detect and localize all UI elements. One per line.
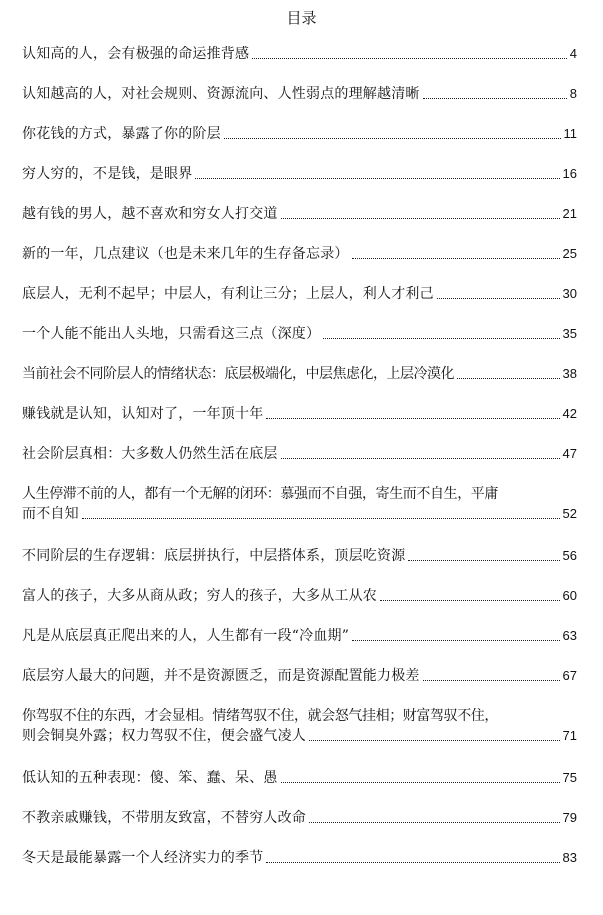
toc-entry-page: 38 — [562, 366, 577, 381]
dot-leader — [224, 137, 561, 139]
dot-leader — [309, 739, 560, 741]
dot-leader — [281, 217, 560, 219]
toc-entry-page: 47 — [562, 446, 577, 461]
toc-entry[interactable] — [22, 768, 577, 788]
toc-entry-title-line1: 人生停滞不前的人，都有一个无解的闭环：慕强而不自强，寄生而不自生，平庸 — [22, 486, 498, 502]
toc-entry[interactable] — [22, 324, 577, 344]
dot-leader — [195, 177, 559, 179]
toc-entry-title: 冬天是最能暴露一个人经济实力的季节 — [22, 850, 264, 866]
toc-entry[interactable] — [22, 364, 577, 384]
toc-entry[interactable] — [22, 808, 577, 828]
dot-leader — [457, 377, 560, 379]
toc-entry-title-line2: 则会铜臭外露；权力驾驭不住，便会盛气凌人 — [22, 728, 306, 744]
toc-entry-title: 不同阶层的生存逻辑：底层拼执行，中层搭体系，顶层吃资源 — [22, 548, 406, 564]
toc-entry-page: 52 — [562, 506, 577, 521]
dot-leader — [352, 639, 559, 641]
dot-leader — [423, 97, 567, 99]
toc-entry-title: 底层人，无利不起早；中层人，有利让三分；上层人，利人才利己 — [22, 286, 434, 302]
dot-leader — [352, 257, 560, 259]
toc-entry-title: 底层穷人最大的问题，并不是资源匮乏，而是资源配置能力极差 — [22, 668, 420, 684]
dot-leader — [281, 457, 560, 459]
toc-entry[interactable] — [22, 706, 577, 746]
toc-title: 目录 — [286, 9, 317, 27]
toc-entry-title: 认知越高的人，对社会规则、资源流向、人性弱点的理解越清晰 — [22, 86, 420, 102]
toc-entry-page: 21 — [562, 206, 577, 221]
toc-entry-title: 社会阶层真相：大多数人仍然生活在底层 — [22, 446, 278, 462]
toc-entry-page: 16 — [562, 166, 577, 181]
toc-entry-title: 富人的孩子，大多从商从政；穷人的孩子，大多从工从农 — [22, 588, 377, 604]
toc-entry-page: 35 — [562, 326, 577, 341]
toc-entry[interactable] — [22, 244, 577, 264]
toc-entry-page: 75 — [562, 770, 577, 785]
toc-entry[interactable] — [22, 84, 577, 104]
dot-leader — [82, 517, 560, 519]
toc-entry-title: 穷人穷的，不是钱，是眼界 — [22, 166, 193, 182]
dot-leader — [252, 57, 567, 59]
dot-leader — [266, 861, 559, 863]
toc-entry[interactable] — [22, 848, 577, 868]
toc-entry-title-line2: 而不自知 — [22, 506, 79, 522]
toc-entry-title: 不教亲戚赚钱，不带朋友致富，不替穷人改命 — [22, 810, 306, 826]
toc-entry-page: 63 — [562, 628, 577, 643]
toc-entry[interactable] — [22, 666, 577, 686]
toc-entry-page: 8 — [569, 86, 577, 101]
toc-entry-page: 42 — [562, 406, 577, 421]
toc-entry-title: 新的一年，几点建议（也是未来几年的生存备忘录） — [22, 246, 349, 262]
toc-entry-page: 4 — [569, 46, 577, 61]
toc-entry-page: 25 — [562, 246, 577, 261]
toc-entry-title: 一个人能不能出人头地，只需看这三点（深度） — [22, 326, 321, 342]
dot-leader — [309, 821, 560, 823]
toc-entry[interactable] — [22, 444, 577, 464]
toc-entry-page: 60 — [562, 588, 577, 603]
dot-leader — [281, 781, 560, 783]
dot-leader — [408, 559, 559, 561]
toc-entry[interactable] — [22, 484, 577, 524]
toc-entry-page: 67 — [562, 668, 577, 683]
toc-entry[interactable] — [22, 284, 577, 304]
toc-entry[interactable] — [22, 404, 577, 424]
toc-entry[interactable] — [22, 586, 577, 606]
toc-entry-title: 当前社会不同阶层人的情绪状态：底层极端化，中层焦虑化，上层冷漠化 — [22, 366, 454, 382]
toc-entry-page: 11 — [563, 126, 577, 141]
toc-entry[interactable] — [22, 164, 577, 184]
toc-list — [22, 44, 577, 888]
dot-leader — [266, 417, 559, 419]
toc-entry[interactable] — [22, 44, 577, 64]
toc-entry-page: 30 — [562, 286, 577, 301]
toc-entry-title-line1: 你驾驭不住的东西，才会显相。情绪驾驭不住，就会怒气挂相；财富驾驭不住， — [22, 708, 498, 724]
toc-entry[interactable] — [22, 124, 577, 144]
toc-entry-page: 79 — [562, 810, 577, 825]
dot-leader — [323, 337, 559, 339]
toc-entry-title: 赚钱就是认知，认知对了，一年顶十年 — [22, 406, 264, 422]
toc-entry-title: 低认知的五种表现：傻、笨、蠢、呆、愚 — [22, 770, 278, 786]
toc-entry-title: 认知高的人，会有极强的命运推背感 — [22, 46, 250, 62]
dot-leader — [437, 297, 560, 299]
toc-entry-page: 83 — [562, 850, 577, 865]
toc-entry[interactable] — [22, 204, 577, 224]
toc-entry-title: 越有钱的男人，越不喜欢和穷女人打交道 — [22, 206, 278, 222]
toc-entry-title: 凡是从底层真正爬出来的人，人生都有一段“冷血期” — [22, 628, 350, 644]
toc-entry-line2 — [22, 726, 577, 746]
toc-entry-line2 — [22, 504, 577, 524]
toc-entry[interactable] — [22, 546, 577, 566]
dot-leader — [423, 679, 560, 681]
toc-entry-page: 71 — [562, 728, 577, 743]
dot-leader — [380, 599, 560, 601]
toc-entry-title: 你花钱的方式，暴露了你的阶层 — [22, 126, 221, 142]
toc-entry-page: 56 — [562, 548, 577, 563]
toc-entry[interactable] — [22, 626, 577, 646]
